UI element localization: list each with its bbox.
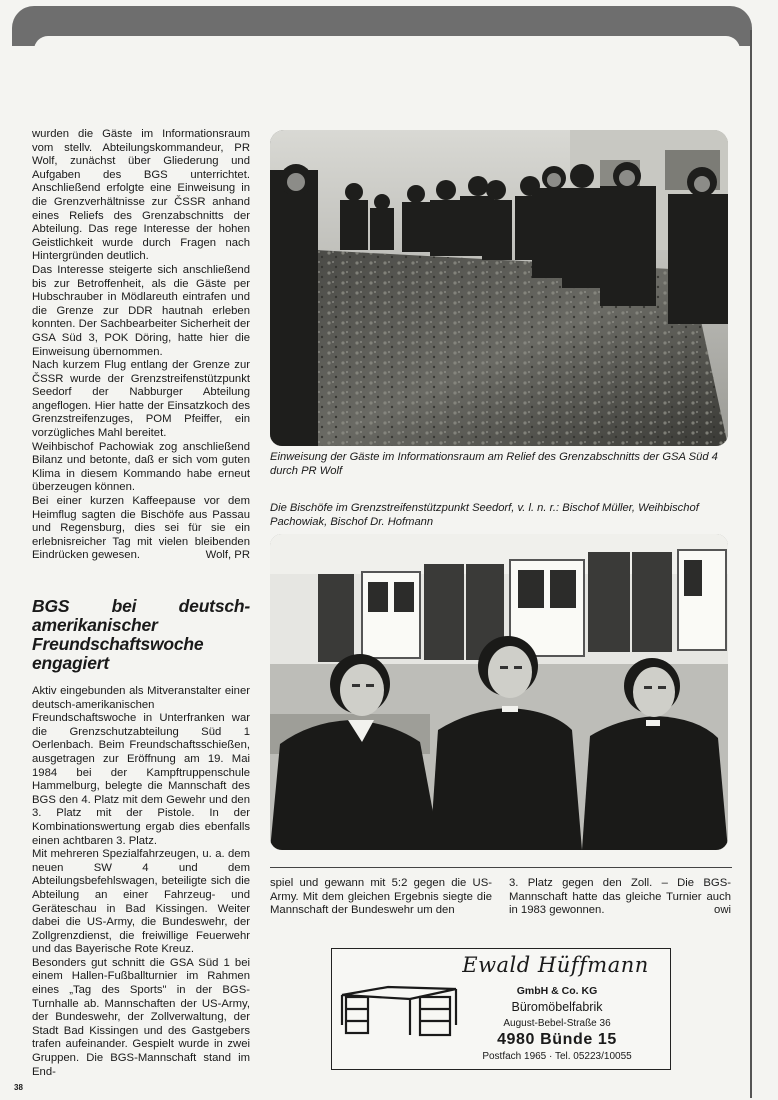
advert-city: 4980 Bünde 15: [497, 1031, 617, 1048]
advert-legal-form: GmbH & Co. KG: [516, 985, 598, 997]
article-paragraph: Mit mehreren Spezialfahrzeugen, u. a. dem neuen SW 4 und dem Abteilungsbefehlswagen, beteiligte sich die Abteilung an einer Fahrzeug- und Geräteschau in Bad Kissingen. Weiter dabei die US-Army, die Bundeswehr, der Zollgrenzdienst, die freiwillige Feuerwehr und das Bayerische Rote Kreuz.: [32, 848, 250, 956]
intro-paragraph: Nach kurzem Flug entlang der Grenze zur ČSSR wurde der Grenzstreifenstützpunkt Seedorf der Nabburger Abteilung angeflogen. Hier hatte der Einsatzkoch des Grenzstreifenzuges, POM Pfeiffer, ein vorzügliches Mahl bereitet.: [32, 359, 250, 440]
advert-contact: Postfach 1965 · Tel. 05223/10055: [482, 1051, 632, 1062]
article-paragraph: Besonders gut schnitt die GSA Süd 1 bei einem Hallen-Fußballturnier im Rahmen eines „Tag des Sports" in der BGS-Turnhalle ab. Mannschaften der US-Army, der Bundeswehr, der Zollverwaltung, der Stadt Bad Kissingen und des Gastgebers trafen aufeinander. Gespielt wurde in zwei Gruppen. Die BGS-Mannschaft stand im End-: [32, 956, 250, 1078]
photo-bishops-image: [270, 534, 728, 850]
column-divider: [270, 867, 732, 868]
bottom-column-2-signature: owi: [714, 904, 731, 917]
advert-company-logo: Ewald Hüffmann: [462, 953, 649, 977]
office-desk-icon: [338, 975, 458, 1055]
intro-paragraph: Das Interesse steigerte sich anschließend bis zur Betroffenheit, als die Gäste per Hubschrauber in Mödlareuth eintrafen und die Grenze zur DDR hautnah erleben konnten. Der Sachbearbeiter Sicherheit der GSA Süd 3, POK Döring, hatte hier die Einweisung übernommen.: [32, 263, 250, 358]
header-band-cutout: [34, 36, 740, 50]
right-margin-rule: [750, 30, 752, 1098]
intro-paragraph: Weihbischof Pachowiak zog anschließend Bilanz und betonte, daß er sich vom guten Klima in diesem Kommando habe erneut überzeugen können.: [32, 440, 250, 494]
bottom-column-1: [270, 877, 492, 918]
article-paragraph: Aktiv eingebunden als Mitveranstalter einer deutsch-amerikanischen Freundschaftswoche in Unterfranken war die Grenzschutzabteilung Süd 1 Oerlenbach. Beim Freundschaftsschießen, ausgetragen zur Eröffnung am 19. Mai 1984 bei der Kampftruppenschule Hammelburg, belegte die Mannschaft des BGS den 4. Platz mit dem Gewehr und den 3. Platz mit der Pistole. In der Kombinationswertung ergab dies ebenfalls einen achtbaren 3. Platz.: [32, 685, 250, 847]
advert-business: Büromöbelfabrik: [511, 1000, 603, 1014]
photo2-caption: Die Bischöfe im Grenzstreifenstützpunkt Seedorf, v. l. n. r.: Bischof Müller, Weihbischof Pachowiak, Bischof Dr. Hofmann: [270, 502, 699, 528]
intro-paragraph-text: Bei einer kurzen Kaffeepause vor dem Heimflug sagten die Bischöfe aus Passau und Regensburg, dies sei für sie ein erlebnisreicher Tag mit vielen bleibenden Eindrücken gewesen.: [32, 495, 250, 562]
photo1-caption: Einweisung der Gäste im Informationsraum am Relief des Grenzabschnitts der GSA Süd 4 durch PR Wolf: [270, 451, 718, 477]
photo-bishops: [270, 534, 728, 850]
intro-paragraph: wurden die Gäste im Informationsraum vom stellv. Abteilungskommandeur, PR Wolf, zunächst über Gliederung und Aufgaben des BGS unterrichtet. Anschließend erfolgte eine Einweisung in die Grenzverhältnisse zur ČSSR anhand eines Reliefs des Grenzabschnitts der Abteilung. Das rege Interesse der hohen Geistlichkeit wurde durch Fragen nach Hintergründen deutlich.: [32, 128, 250, 263]
page-number: 38: [14, 1083, 23, 1092]
bottom-column-2: [509, 877, 731, 918]
photo-relief-briefing-image: [270, 130, 728, 446]
intro-signature: Wolf, PR: [205, 549, 250, 562]
advert-street: August-Bebel-Straße 36: [503, 1018, 611, 1029]
left-column: [32, 128, 250, 1079]
bottom-column-2-text: 3. Platz gegen den Zoll. – Die BGS-Mannschaft hatte das gleiche Turnier auch in 1983 gewonnen.: [509, 877, 731, 917]
bottom-column-1-text: spiel und gewann mit 5:2 gegen die US-Army. Mit dem gleichen Ergebnis siegte die Mannschaft der Bundeswehr um den: [270, 877, 492, 917]
advertisement-box: [331, 948, 671, 1070]
article-headline: BGS bei deutsch-amerikanischer Freundschaftswoche engagiert: [32, 596, 250, 673]
photo-relief-briefing: [270, 130, 728, 446]
